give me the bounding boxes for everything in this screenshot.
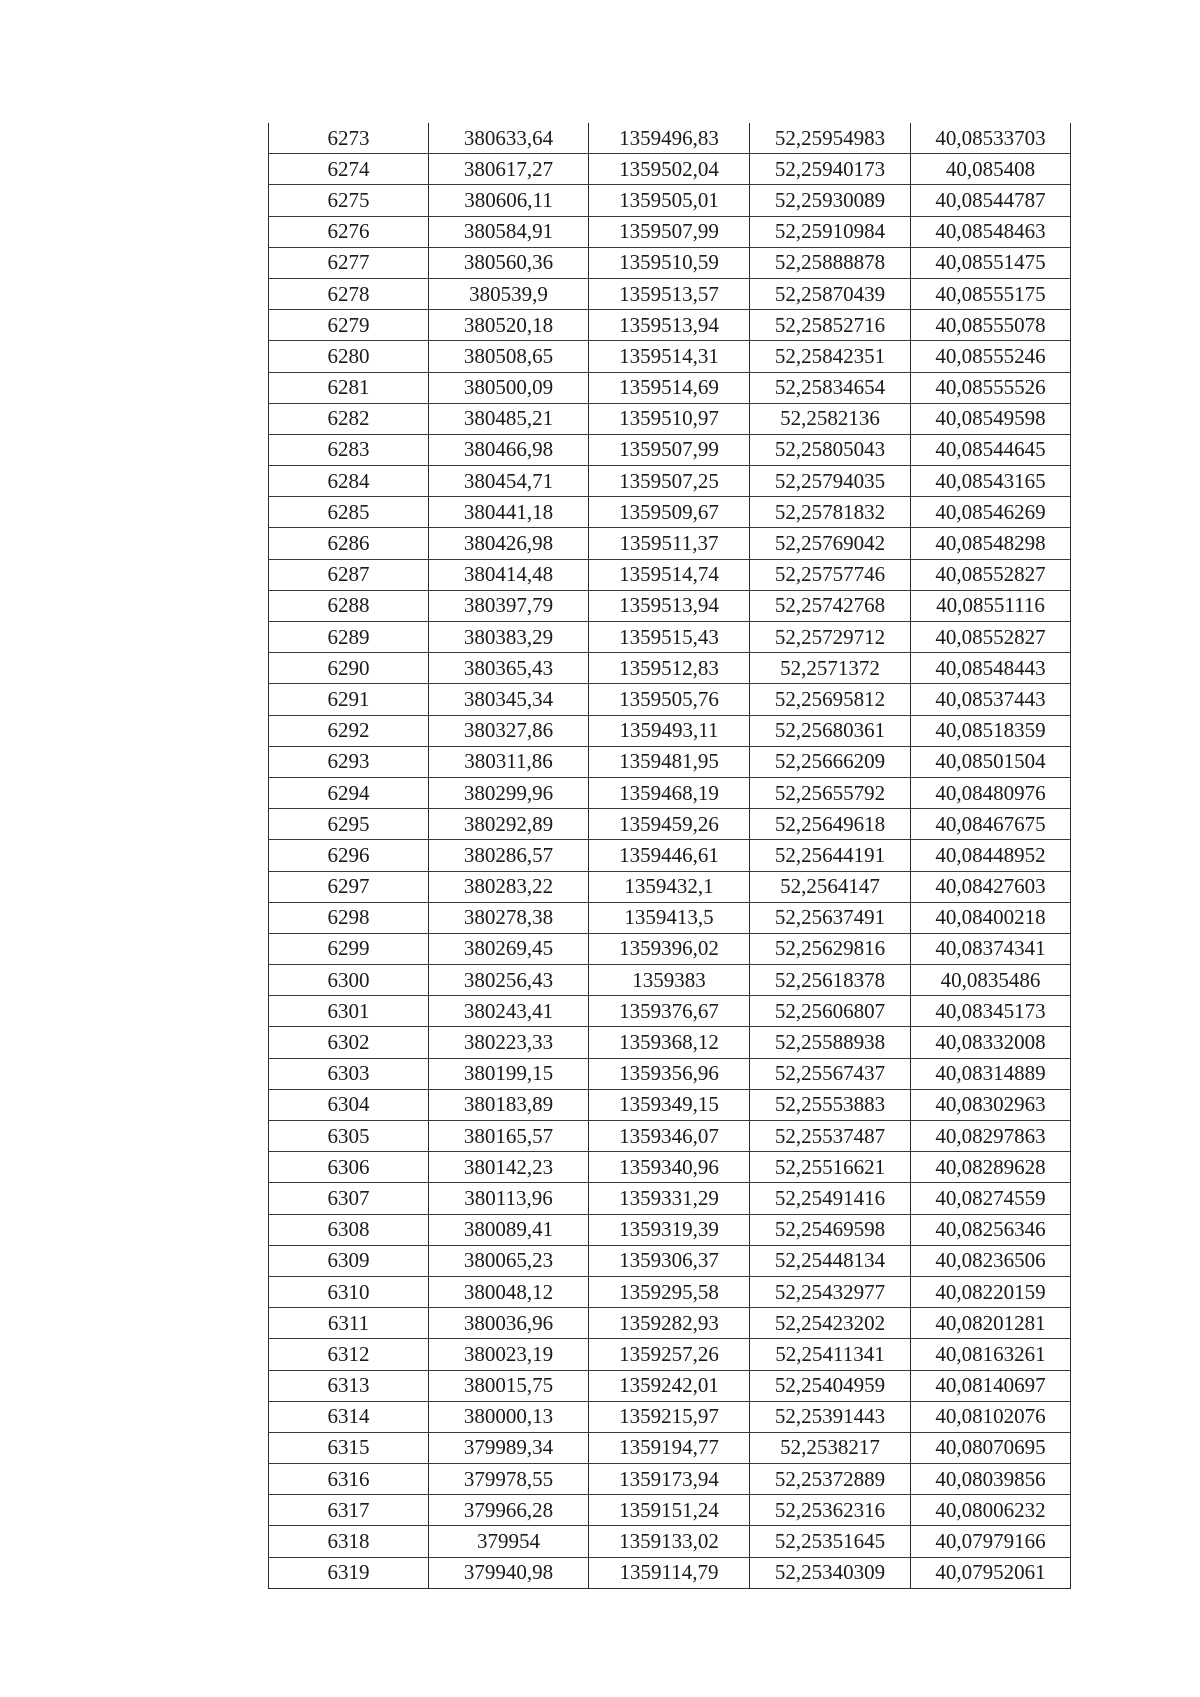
y-coordinate-cell: 1359340,96: [589, 1152, 750, 1183]
longitude-cell: 40,08543165: [911, 466, 1071, 497]
x-coordinate-cell: 380183,89: [429, 1089, 589, 1120]
point-number-cell: 6299: [269, 933, 429, 964]
latitude-cell: 52,25644191: [750, 840, 911, 871]
longitude-cell: 40,08332008: [911, 1027, 1071, 1058]
y-coordinate-cell: 1359376,67: [589, 996, 750, 1027]
point-number-cell: 6280: [269, 341, 429, 372]
longitude-cell: 40,08163261: [911, 1339, 1071, 1370]
latitude-cell: 52,25588938: [750, 1027, 911, 1058]
table-row: [269, 497, 1071, 528]
point-number-cell: 6309: [269, 1245, 429, 1276]
longitude-cell: 40,08427603: [911, 871, 1071, 902]
point-number-cell: 6316: [269, 1464, 429, 1495]
x-coordinate-cell: 380142,23: [429, 1152, 589, 1183]
table-row: [269, 1432, 1071, 1463]
table-row: [269, 185, 1071, 216]
y-coordinate-cell: 1359507,25: [589, 466, 750, 497]
table-row: [269, 622, 1071, 653]
table-row: [269, 1089, 1071, 1120]
table-row: [269, 1308, 1071, 1339]
longitude-cell: 40,08537443: [911, 684, 1071, 715]
y-coordinate-cell: 1359114,79: [589, 1557, 750, 1588]
latitude-cell: 52,2564147: [750, 871, 911, 902]
x-coordinate-cell: 380278,38: [429, 902, 589, 933]
point-number-cell: 6277: [269, 247, 429, 278]
point-number-cell: 6295: [269, 809, 429, 840]
y-coordinate-cell: 1359481,95: [589, 746, 750, 777]
x-coordinate-cell: 380485,21: [429, 403, 589, 434]
table-row: [269, 840, 1071, 871]
point-number-cell: 6303: [269, 1058, 429, 1089]
longitude-cell: 40,07979166: [911, 1526, 1071, 1557]
table-row: [269, 933, 1071, 964]
y-coordinate-cell: 1359349,15: [589, 1089, 750, 1120]
longitude-cell: 40,08039856: [911, 1464, 1071, 1495]
longitude-cell: 40,08448952: [911, 840, 1071, 871]
latitude-cell: 52,25655792: [750, 777, 911, 808]
table-row: [269, 871, 1071, 902]
table-row: [269, 996, 1071, 1027]
longitude-cell: 40,08201281: [911, 1308, 1071, 1339]
x-coordinate-cell: 380466,98: [429, 434, 589, 465]
latitude-cell: 52,25491416: [750, 1183, 911, 1214]
x-coordinate-cell: 380560,36: [429, 247, 589, 278]
longitude-cell: 40,08548463: [911, 216, 1071, 247]
longitude-cell: 40,08501504: [911, 746, 1071, 777]
latitude-cell: 52,25649618: [750, 809, 911, 840]
longitude-cell: 40,08555078: [911, 310, 1071, 341]
longitude-cell: 40,08140697: [911, 1370, 1071, 1401]
y-coordinate-cell: 1359513,94: [589, 590, 750, 621]
longitude-cell: 40,08555526: [911, 372, 1071, 403]
table-row: [269, 809, 1071, 840]
table-row: [269, 278, 1071, 309]
longitude-cell: 40,08548443: [911, 653, 1071, 684]
longitude-cell: 40,07952061: [911, 1557, 1071, 1588]
table-row: [269, 341, 1071, 372]
latitude-cell: 52,25842351: [750, 341, 911, 372]
coordinates-table: [268, 123, 1071, 1589]
table-row: [269, 777, 1071, 808]
table-row: [269, 247, 1071, 278]
y-coordinate-cell: 1359507,99: [589, 434, 750, 465]
point-number-cell: 6284: [269, 466, 429, 497]
point-number-cell: 6287: [269, 559, 429, 590]
y-coordinate-cell: 1359383: [589, 965, 750, 996]
x-coordinate-cell: 380015,75: [429, 1370, 589, 1401]
longitude-cell: 40,08555175: [911, 278, 1071, 309]
table-row: [269, 965, 1071, 996]
latitude-cell: 52,2538217: [750, 1432, 911, 1463]
longitude-cell: 40,08544787: [911, 185, 1071, 216]
longitude-cell: 40,08102076: [911, 1401, 1071, 1432]
latitude-cell: 52,25954983: [750, 123, 911, 154]
y-coordinate-cell: 1359505,01: [589, 185, 750, 216]
latitude-cell: 52,25351645: [750, 1526, 911, 1557]
x-coordinate-cell: 379989,34: [429, 1432, 589, 1463]
table-row: [269, 1339, 1071, 1370]
y-coordinate-cell: 1359295,58: [589, 1276, 750, 1307]
x-coordinate-cell: 380023,19: [429, 1339, 589, 1370]
latitude-cell: 52,25870439: [750, 278, 911, 309]
point-number-cell: 6293: [269, 746, 429, 777]
y-coordinate-cell: 1359510,59: [589, 247, 750, 278]
point-number-cell: 6300: [269, 965, 429, 996]
x-coordinate-cell: 380286,57: [429, 840, 589, 871]
x-coordinate-cell: 380165,57: [429, 1121, 589, 1152]
y-coordinate-cell: 1359446,61: [589, 840, 750, 871]
point-number-cell: 6298: [269, 902, 429, 933]
point-number-cell: 6301: [269, 996, 429, 1027]
point-number-cell: 6279: [269, 310, 429, 341]
point-number-cell: 6290: [269, 653, 429, 684]
x-coordinate-cell: 380113,96: [429, 1183, 589, 1214]
latitude-cell: 52,25448134: [750, 1245, 911, 1276]
x-coordinate-cell: 379966,28: [429, 1495, 589, 1526]
latitude-cell: 52,25567437: [750, 1058, 911, 1089]
x-coordinate-cell: 379940,98: [429, 1557, 589, 1588]
y-coordinate-cell: 1359514,74: [589, 559, 750, 590]
point-number-cell: 6288: [269, 590, 429, 621]
table-row: [269, 684, 1071, 715]
table-row: [269, 1401, 1071, 1432]
latitude-cell: 52,25666209: [750, 746, 911, 777]
longitude-cell: 40,08548298: [911, 528, 1071, 559]
x-coordinate-cell: 380256,43: [429, 965, 589, 996]
latitude-cell: 52,25910984: [750, 216, 911, 247]
y-coordinate-cell: 1359215,97: [589, 1401, 750, 1432]
latitude-cell: 52,25940173: [750, 154, 911, 185]
latitude-cell: 52,25404959: [750, 1370, 911, 1401]
x-coordinate-cell: 380283,22: [429, 871, 589, 902]
point-number-cell: 6297: [269, 871, 429, 902]
x-coordinate-cell: 380633,64: [429, 123, 589, 154]
table-row: [269, 715, 1071, 746]
point-number-cell: 6276: [269, 216, 429, 247]
longitude-cell: 40,08236506: [911, 1245, 1071, 1276]
longitude-cell: 40,08467675: [911, 809, 1071, 840]
longitude-cell: 40,08006232: [911, 1495, 1071, 1526]
table-row: [269, 590, 1071, 621]
point-number-cell: 6294: [269, 777, 429, 808]
latitude-cell: 52,25888878: [750, 247, 911, 278]
longitude-cell: 40,08297863: [911, 1121, 1071, 1152]
longitude-cell: 40,08480976: [911, 777, 1071, 808]
table-row: [269, 403, 1071, 434]
latitude-cell: 52,25432977: [750, 1276, 911, 1307]
latitude-cell: 52,25695812: [750, 684, 911, 715]
longitude-cell: 40,08551475: [911, 247, 1071, 278]
point-number-cell: 6289: [269, 622, 429, 653]
table-row: [269, 1370, 1071, 1401]
point-number-cell: 6319: [269, 1557, 429, 1588]
y-coordinate-cell: 1359133,02: [589, 1526, 750, 1557]
y-coordinate-cell: 1359257,26: [589, 1339, 750, 1370]
y-coordinate-cell: 1359396,02: [589, 933, 750, 964]
x-coordinate-cell: 380299,96: [429, 777, 589, 808]
longitude-cell: 40,08289628: [911, 1152, 1071, 1183]
longitude-cell: 40,08374341: [911, 933, 1071, 964]
latitude-cell: 52,25742768: [750, 590, 911, 621]
x-coordinate-cell: 380243,41: [429, 996, 589, 1027]
latitude-cell: 52,25805043: [750, 434, 911, 465]
latitude-cell: 52,25930089: [750, 185, 911, 216]
x-coordinate-cell: 380508,65: [429, 341, 589, 372]
y-coordinate-cell: 1359493,11: [589, 715, 750, 746]
point-number-cell: 6302: [269, 1027, 429, 1058]
x-coordinate-cell: 380269,45: [429, 933, 589, 964]
x-coordinate-cell: 380223,33: [429, 1027, 589, 1058]
y-coordinate-cell: 1359505,76: [589, 684, 750, 715]
table-row: [269, 559, 1071, 590]
y-coordinate-cell: 1359511,37: [589, 528, 750, 559]
point-number-cell: 6310: [269, 1276, 429, 1307]
latitude-cell: 52,25769042: [750, 528, 911, 559]
y-coordinate-cell: 1359331,29: [589, 1183, 750, 1214]
longitude-cell: 40,08546269: [911, 497, 1071, 528]
point-number-cell: 6315: [269, 1432, 429, 1463]
table-row: [269, 434, 1071, 465]
x-coordinate-cell: 380089,41: [429, 1214, 589, 1245]
table-row: [269, 310, 1071, 341]
latitude-cell: 52,25794035: [750, 466, 911, 497]
table-row: [269, 746, 1071, 777]
table-row: [269, 1152, 1071, 1183]
x-coordinate-cell: 380539,9: [429, 278, 589, 309]
point-number-cell: 6291: [269, 684, 429, 715]
latitude-cell: 52,25852716: [750, 310, 911, 341]
x-coordinate-cell: 380345,34: [429, 684, 589, 715]
x-coordinate-cell: 380397,79: [429, 590, 589, 621]
y-coordinate-cell: 1359173,94: [589, 1464, 750, 1495]
longitude-cell: 40,0835486: [911, 965, 1071, 996]
point-number-cell: 6312: [269, 1339, 429, 1370]
longitude-cell: 40,08533703: [911, 123, 1071, 154]
point-number-cell: 6311: [269, 1308, 429, 1339]
longitude-cell: 40,08314889: [911, 1058, 1071, 1089]
table-row: [269, 1464, 1071, 1495]
point-number-cell: 6286: [269, 528, 429, 559]
point-number-cell: 6306: [269, 1152, 429, 1183]
y-coordinate-cell: 1359513,94: [589, 310, 750, 341]
y-coordinate-cell: 1359282,93: [589, 1308, 750, 1339]
table-row: [269, 1058, 1071, 1089]
x-coordinate-cell: 380327,86: [429, 715, 589, 746]
longitude-cell: 40,08070695: [911, 1432, 1071, 1463]
x-coordinate-cell: 379954: [429, 1526, 589, 1557]
y-coordinate-cell: 1359468,19: [589, 777, 750, 808]
latitude-cell: 52,25781832: [750, 497, 911, 528]
x-coordinate-cell: 380617,27: [429, 154, 589, 185]
point-number-cell: 6282: [269, 403, 429, 434]
table-row: [269, 1526, 1071, 1557]
point-number-cell: 6308: [269, 1214, 429, 1245]
latitude-cell: 52,25729712: [750, 622, 911, 653]
table-row: [269, 216, 1071, 247]
longitude-cell: 40,08345173: [911, 996, 1071, 1027]
x-coordinate-cell: 380500,09: [429, 372, 589, 403]
y-coordinate-cell: 1359510,97: [589, 403, 750, 434]
y-coordinate-cell: 1359306,37: [589, 1245, 750, 1276]
latitude-cell: 52,25618378: [750, 965, 911, 996]
x-coordinate-cell: 380292,89: [429, 809, 589, 840]
y-coordinate-cell: 1359356,96: [589, 1058, 750, 1089]
latitude-cell: 52,25757746: [750, 559, 911, 590]
y-coordinate-cell: 1359319,39: [589, 1214, 750, 1245]
x-coordinate-cell: 380048,12: [429, 1276, 589, 1307]
y-coordinate-cell: 1359194,77: [589, 1432, 750, 1463]
x-coordinate-cell: 380606,11: [429, 185, 589, 216]
longitude-cell: 40,08549598: [911, 403, 1071, 434]
y-coordinate-cell: 1359413,5: [589, 902, 750, 933]
y-coordinate-cell: 1359515,43: [589, 622, 750, 653]
latitude-cell: 52,25469598: [750, 1214, 911, 1245]
x-coordinate-cell: 380036,96: [429, 1308, 589, 1339]
table-row: [269, 1557, 1071, 1588]
latitude-cell: 52,25680361: [750, 715, 911, 746]
x-coordinate-cell: 379978,55: [429, 1464, 589, 1495]
y-coordinate-cell: 1359512,83: [589, 653, 750, 684]
point-number-cell: 6274: [269, 154, 429, 185]
y-coordinate-cell: 1359507,99: [589, 216, 750, 247]
latitude-cell: 52,25553883: [750, 1089, 911, 1120]
table-row: [269, 528, 1071, 559]
table-row: [269, 1121, 1071, 1152]
latitude-cell: 52,25340309: [750, 1557, 911, 1588]
x-coordinate-cell: 380000,13: [429, 1401, 589, 1432]
point-number-cell: 6296: [269, 840, 429, 871]
longitude-cell: 40,08302963: [911, 1089, 1071, 1120]
longitude-cell: 40,08551116: [911, 590, 1071, 621]
latitude-cell: 52,25516621: [750, 1152, 911, 1183]
latitude-cell: 52,25362316: [750, 1495, 911, 1526]
latitude-cell: 52,25423202: [750, 1308, 911, 1339]
point-number-cell: 6275: [269, 185, 429, 216]
y-coordinate-cell: 1359432,1: [589, 871, 750, 902]
point-number-cell: 6273: [269, 123, 429, 154]
point-number-cell: 6281: [269, 372, 429, 403]
x-coordinate-cell: 380584,91: [429, 216, 589, 247]
table-row: [269, 1214, 1071, 1245]
y-coordinate-cell: 1359509,67: [589, 497, 750, 528]
y-coordinate-cell: 1359459,26: [589, 809, 750, 840]
x-coordinate-cell: 380199,15: [429, 1058, 589, 1089]
latitude-cell: 52,25537487: [750, 1121, 911, 1152]
table-row: [269, 1027, 1071, 1058]
table-row: [269, 1183, 1071, 1214]
point-number-cell: 6278: [269, 278, 429, 309]
y-coordinate-cell: 1359514,69: [589, 372, 750, 403]
y-coordinate-cell: 1359513,57: [589, 278, 750, 309]
y-coordinate-cell: 1359151,24: [589, 1495, 750, 1526]
x-coordinate-cell: 380426,98: [429, 528, 589, 559]
y-coordinate-cell: 1359346,07: [589, 1121, 750, 1152]
latitude-cell: 52,25834654: [750, 372, 911, 403]
latitude-cell: 52,25629816: [750, 933, 911, 964]
x-coordinate-cell: 380441,18: [429, 497, 589, 528]
x-coordinate-cell: 380311,86: [429, 746, 589, 777]
longitude-cell: 40,08400218: [911, 902, 1071, 933]
x-coordinate-cell: 380065,23: [429, 1245, 589, 1276]
y-coordinate-cell: 1359242,01: [589, 1370, 750, 1401]
x-coordinate-cell: 380414,48: [429, 559, 589, 590]
table-row: [269, 123, 1071, 154]
longitude-cell: 40,08274559: [911, 1183, 1071, 1214]
table-row: [269, 154, 1071, 185]
point-number-cell: 6314: [269, 1401, 429, 1432]
latitude-cell: 52,2571372: [750, 653, 911, 684]
latitude-cell: 52,2582136: [750, 403, 911, 434]
latitude-cell: 52,25411341: [750, 1339, 911, 1370]
point-number-cell: 6305: [269, 1121, 429, 1152]
x-coordinate-cell: 380520,18: [429, 310, 589, 341]
point-number-cell: 6317: [269, 1495, 429, 1526]
table-row: [269, 653, 1071, 684]
latitude-cell: 52,25637491: [750, 902, 911, 933]
x-coordinate-cell: 380365,43: [429, 653, 589, 684]
point-number-cell: 6318: [269, 1526, 429, 1557]
table-row: [269, 372, 1071, 403]
x-coordinate-cell: 380383,29: [429, 622, 589, 653]
y-coordinate-cell: 1359368,12: [589, 1027, 750, 1058]
latitude-cell: 52,25391443: [750, 1401, 911, 1432]
table-row: [269, 1276, 1071, 1307]
longitude-cell: 40,08552827: [911, 622, 1071, 653]
point-number-cell: 6304: [269, 1089, 429, 1120]
y-coordinate-cell: 1359502,04: [589, 154, 750, 185]
point-number-cell: 6313: [269, 1370, 429, 1401]
table-row: [269, 1245, 1071, 1276]
longitude-cell: 40,08256346: [911, 1214, 1071, 1245]
longitude-cell: 40,08518359: [911, 715, 1071, 746]
coordinates-table-body: [269, 123, 1071, 1588]
y-coordinate-cell: 1359514,31: [589, 341, 750, 372]
latitude-cell: 52,25606807: [750, 996, 911, 1027]
table-row: [269, 902, 1071, 933]
table-row: [269, 1495, 1071, 1526]
point-number-cell: 6285: [269, 497, 429, 528]
x-coordinate-cell: 380454,71: [429, 466, 589, 497]
point-number-cell: 6292: [269, 715, 429, 746]
point-number-cell: 6307: [269, 1183, 429, 1214]
longitude-cell: 40,08544645: [911, 434, 1071, 465]
latitude-cell: 52,25372889: [750, 1464, 911, 1495]
longitude-cell: 40,08552827: [911, 559, 1071, 590]
point-number-cell: 6283: [269, 434, 429, 465]
longitude-cell: 40,08555246: [911, 341, 1071, 372]
table-row: [269, 466, 1071, 497]
y-coordinate-cell: 1359496,83: [589, 123, 750, 154]
longitude-cell: 40,08220159: [911, 1276, 1071, 1307]
longitude-cell: 40,085408: [911, 154, 1071, 185]
